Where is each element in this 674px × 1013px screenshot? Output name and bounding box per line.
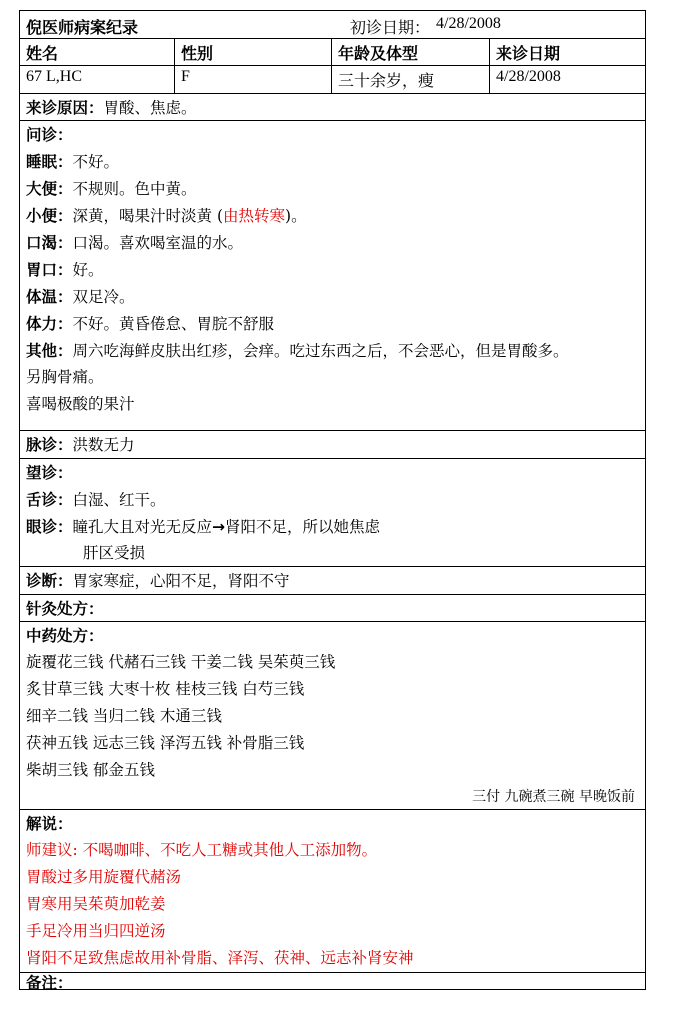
eye-diagnosis-cont: 肝区受损 bbox=[83, 544, 146, 562]
pulse-label: 脉诊： bbox=[26, 435, 73, 454]
header-age-build: 年龄及体型 bbox=[332, 39, 490, 65]
header-row bbox=[20, 39, 645, 66]
reason-section bbox=[20, 94, 645, 121]
observation-section bbox=[20, 459, 645, 567]
first-visit-label: 初诊日期： bbox=[350, 18, 431, 37]
explanation-line: 师建议: 不喝咖啡、不吃人工糖或其他人工添加物。 bbox=[26, 841, 378, 859]
patient-gender: F bbox=[175, 66, 332, 93]
explanation-section bbox=[20, 810, 645, 973]
eye-diagnosis: 眼诊：瞳孔大且对光无反应→肾阳不足，所以她焦虑 bbox=[26, 517, 381, 536]
explanation-line: 胃酸过多用旋覆代赭汤 bbox=[26, 868, 182, 886]
inquiry-other: 其他：周六吃海鲜皮肤出红疹，会痒。吃过东西之后，不会恶心，但是胃酸多。 bbox=[26, 341, 569, 360]
tongue-diagnosis: 舌诊：白湿、红干。 bbox=[26, 490, 166, 509]
acupuncture-label: 针灸处方： bbox=[26, 599, 104, 618]
explanation-line: 胃寒用吴茱萸加乾姜 bbox=[26, 895, 166, 913]
diagnosis-label: 诊断： bbox=[26, 571, 73, 590]
diagnosis-text: 胃家寒症，心阳不足，肾阳不守 bbox=[72, 572, 290, 590]
header-gender: 性别 bbox=[175, 39, 332, 65]
patient-age-build: 三十余岁，瘦 bbox=[332, 66, 490, 93]
remarks-label: 备注： bbox=[26, 973, 73, 992]
pulse-section bbox=[20, 431, 645, 459]
inquiry-appetite: 胃口：好。 bbox=[26, 260, 104, 279]
acupuncture-section bbox=[20, 595, 645, 622]
explanation-line: 手足冷用当归四逆汤 bbox=[26, 922, 166, 940]
urine-note: 由热转寒 bbox=[223, 207, 286, 225]
herb-line: 旋覆花三钱 代赭石三钱 干姜二钱 吴茱萸三钱 bbox=[26, 653, 336, 671]
herb-line: 细辛二钱 当归二钱 木通三钱 bbox=[26, 707, 222, 725]
herb-line: 炙甘草三钱 大枣十枚 桂枝三钱 白芍三钱 bbox=[26, 680, 305, 698]
inquiry-urine: 小便：深黄，喝果汁时淡黄 (由热转寒)。 bbox=[26, 206, 307, 225]
inquiry-heading: 问诊： bbox=[26, 125, 73, 144]
reason-text: 胃酸、焦虑。 bbox=[103, 99, 197, 117]
pulse-text: 洪数无力 bbox=[72, 436, 135, 454]
dosage-instructions: 三付 九碗煮三碗 早晚饭前 bbox=[472, 789, 635, 805]
medical-record-form bbox=[19, 10, 646, 990]
inquiry-section bbox=[20, 121, 645, 431]
record-title: 倪医师病案纪录 bbox=[26, 18, 139, 37]
explanation-label: 解说： bbox=[26, 814, 73, 833]
remarks-section bbox=[20, 973, 645, 990]
diagnosis-section bbox=[20, 567, 645, 595]
herb-line: 茯神五钱 远志三钱 泽泻五钱 补骨脂三钱 bbox=[26, 734, 305, 752]
inquiry-sleep: 睡眠：不好。 bbox=[26, 152, 120, 171]
inquiry-extra-2: 喜喝极酸的果汁 bbox=[26, 395, 135, 413]
title-row bbox=[20, 11, 645, 39]
inquiry-stool: 大便：不规则。色中黄。 bbox=[26, 179, 197, 198]
patient-visit-date: 4/28/2008 bbox=[496, 68, 561, 85]
inquiry-energy: 体力：不好。黄昏倦怠、胃脘不舒服 bbox=[26, 314, 275, 333]
patient-info-row bbox=[20, 66, 645, 94]
first-visit-date: 4/28/2008 bbox=[436, 15, 501, 32]
explanation-line: 肾阳不足致焦虑故用补骨脂、泽泻、茯神、远志补肾安神 bbox=[26, 949, 414, 967]
herb-line: 柴胡三钱 郁金五钱 bbox=[26, 761, 155, 779]
arrow-right-icon: → bbox=[212, 518, 226, 536]
header-visit-date: 来诊日期 bbox=[496, 44, 561, 63]
observation-heading: 望诊： bbox=[26, 463, 73, 482]
inquiry-extra-1: 另胸骨痛。 bbox=[26, 368, 104, 386]
herbs-label: 中药处方： bbox=[26, 626, 104, 645]
reason-label: 来诊原因： bbox=[26, 98, 104, 117]
patient-name: 67 L,HC bbox=[20, 66, 175, 93]
inquiry-temperature: 体温：双足冷。 bbox=[26, 287, 135, 306]
inquiry-thirst: 口渴：口渴。喜欢喝室温的水。 bbox=[26, 233, 244, 252]
herbal-prescription-section bbox=[20, 622, 645, 810]
header-name: 姓名 bbox=[20, 39, 175, 65]
